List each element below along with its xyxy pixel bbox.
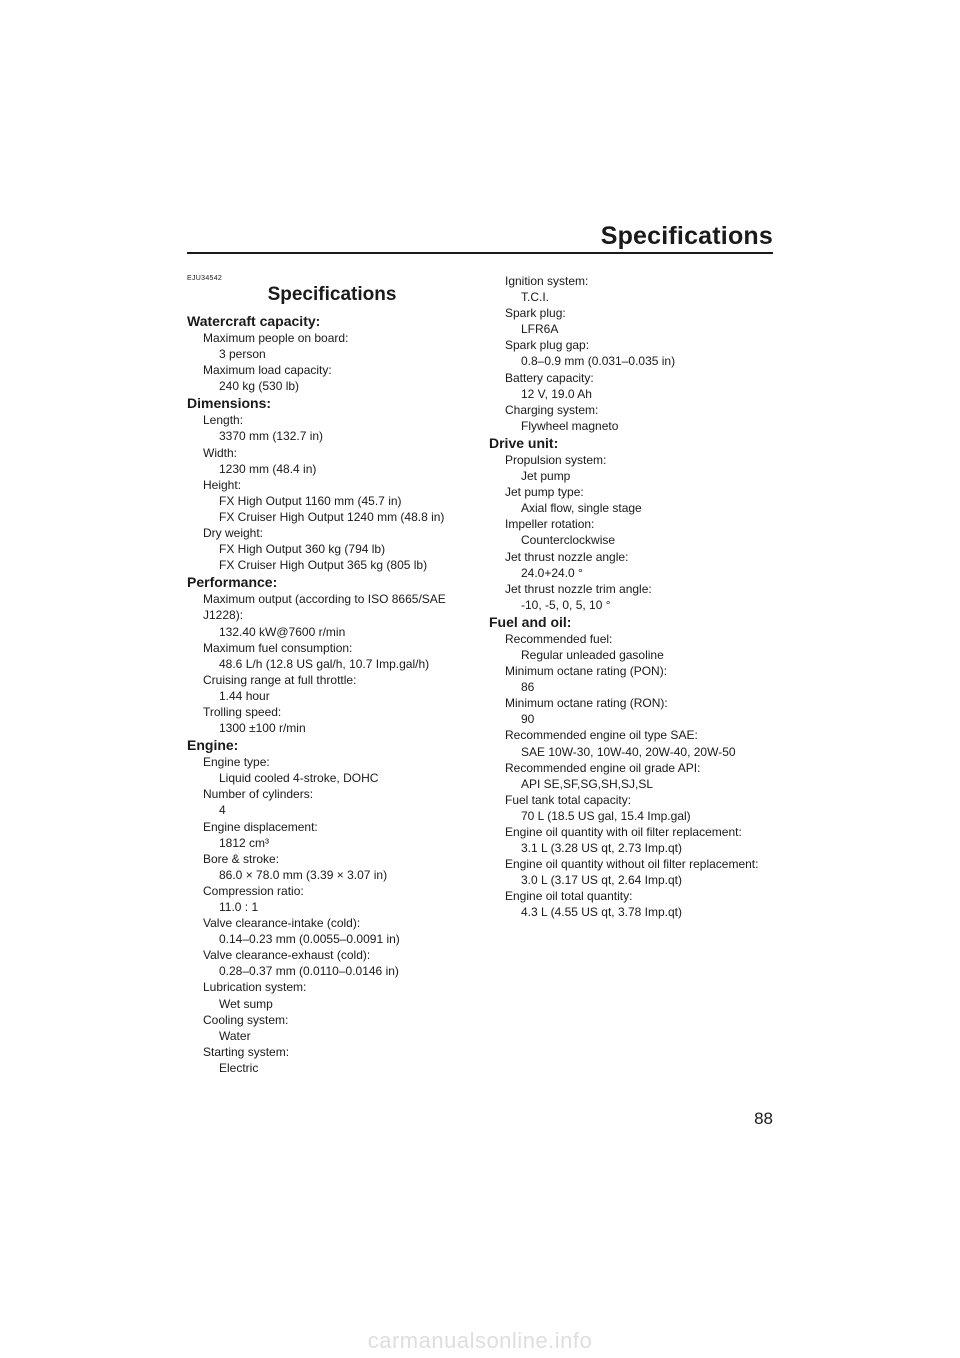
page-number: 88 [754,1109,773,1128]
left-column [187,274,477,1076]
spec-value: 86.0 × 78.0 mm (3.39 × 3.07 in) [219,867,388,882]
spec-label: Recommended fuel: [505,631,613,646]
group-heading: Dimensions: [187,395,272,412]
right-column [489,273,789,921]
spec-value: API SE,SF,SG,SH,SJ,SL [521,776,654,791]
spec-group [187,312,477,394]
spec-group [187,736,477,1076]
spec-label: Fuel tank total capacity: [505,792,632,807]
spec-label: Jet thrust nozzle angle: [505,549,629,564]
section-code: EJU34542 [187,275,223,282]
spec-label: Engine oil quantity with oil filter replacement: [505,825,742,839]
spec-value: 0.14–0.23 mm (0.0055–0.0091 in) [219,932,400,947]
header-rule [187,252,773,254]
spec-value: 1300 ±100 r/min [219,721,306,736]
spec-value: Counterclockwise [521,533,616,548]
spec-label: Engine oil quantity without oil filter replacement: [505,857,759,872]
watermark: carmanualsonline.info [367,1328,593,1353]
spec-label: Compression ratio: [203,883,304,898]
spec-value: LFR6A [521,322,559,337]
spec-value: 4.3 L (4.55 US qt, 3.78 Imp.qt) [521,905,682,920]
spec-value: Axial flow, single stage [521,501,642,516]
spec-value: 1230 mm (48.4 in) [219,461,317,476]
spec-group [489,613,789,921]
spec-value: 4 [219,803,226,818]
spec-value: 24.0+24.0 ° [521,565,583,580]
spec-value: Regular unleaded gasoline [521,647,664,662]
group-heading: Performance: [187,574,278,591]
spec-label: Maximum output (according to ISO 8665/SAE J1228): [203,592,446,623]
spec-label: Trolling speed: [203,704,282,719]
spec-value: 3 person [219,347,266,362]
spec-label: Cruising range at full throttle: [203,672,357,687]
spec-value: 132.40 kW@7600 r/min [219,624,346,639]
spec-label: Jet pump type: [505,485,584,500]
spec-label: Valve clearance-exhaust (cold): [203,948,371,963]
spec-label: Engine displacement: [203,819,318,834]
spec-label: Width: [203,445,238,460]
group-heading: Drive unit: [489,434,559,451]
spec-value: FX Cruiser High Output 365 kg (805 lb) [219,558,428,573]
spec-group [187,394,477,573]
spec-label: Dry weight: [203,526,264,541]
spec-value: -10, -5, 0, 5, 10 ° [521,597,611,612]
spec-label: Engine type: [203,755,270,770]
spec-value: 70 L (18.5 US gal, 15.4 Imp.gal) [521,808,691,823]
spec-value: T.C.I. [521,290,550,305]
spec-label: Minimum octane rating (PON): [505,664,668,679]
spec-label: Minimum octane rating (RON): [505,696,668,711]
spec-label: Valve clearance-intake (cold): [203,916,361,931]
spec-label: Impeller rotation: [505,517,595,532]
spec-label: Spark plug: [505,306,566,321]
spec-group [187,573,477,736]
spec-value: SAE 10W-30, 10W-40, 20W-40, 20W-50 [521,744,736,759]
spec-value: 90 [521,712,535,727]
spec-group [489,434,789,613]
spec-value: Flywheel magneto [521,418,619,433]
left-spec-groups [187,312,477,1076]
spec-label: Propulsion system: [505,452,607,467]
spec-label: Number of cylinders: [203,787,314,802]
spec-label: Recommended engine oil grade API: [505,760,701,775]
spec-label: Maximum load capacity: [203,363,332,378]
spec-value: FX Cruiser High Output 1240 mm (48.8 in) [219,509,445,524]
spec-label: Bore & stroke: [203,851,280,866]
spec-label: Spark plug gap: [505,338,590,353]
spec-label: Charging system: [505,402,599,417]
spec-label: Lubrication system: [203,980,307,995]
spec-label: Maximum fuel consumption: [203,640,353,655]
spec-value: FX High Output 1160 mm (45.7 in) [219,493,402,508]
spec-value: Water [219,1028,251,1043]
spec-label: Length: [203,413,244,428]
right-spec-groups [489,273,789,921]
spec-label: Maximum people on board: [203,331,349,345]
spec-value: Liquid cooled 4-stroke, DOHC [219,771,379,786]
spec-value: Wet sump [219,996,273,1011]
spec-value: 1.44 hour [219,688,270,703]
spec-value: Jet pump [521,469,571,484]
spec-label: Battery capacity: [505,370,594,385]
spec-value: 86 [521,680,535,695]
spec-group [489,273,789,434]
spec-label: Engine oil total quantity: [505,889,633,904]
spec-value: 240 kg (530 lb) [219,379,300,394]
group-heading: Fuel and oil: [489,613,572,630]
page-header-title: Specifications [600,222,773,250]
spec-label: Ignition system: [505,274,589,288]
spec-label: Jet thrust nozzle trim angle: [505,581,652,596]
spec-value: 0.8–0.9 mm (0.031–0.035 in) [521,354,676,369]
spec-value: 3.1 L (3.28 US qt, 2.73 Imp.qt) [521,841,682,856]
spec-label: Recommended engine oil type SAE: [505,728,698,743]
group-heading: Watercraft capacity: [187,313,321,329]
group-heading: Engine: [187,737,239,754]
spec-value: 3.0 L (3.17 US qt, 2.64 Imp.qt) [521,873,682,888]
spec-label: Cooling system: [203,1012,289,1027]
spec-value: 12 V, 19.0 Ah [521,386,592,401]
spec-value: 3370 mm (132.7 in) [219,429,324,444]
spec-value: 11.0 : 1 [219,900,259,914]
spec-value: 0.28–0.37 mm (0.0110–0.0146 in) [219,964,399,979]
spec-value: 1812 cm³ [219,835,270,850]
spec-value: 48.6 L/h (12.8 US gal/h, 10.7 Imp.gal/h) [219,656,430,671]
spec-label: Height: [203,477,242,492]
spec-value: Electric [219,1060,259,1075]
section-title: Specifications [267,284,397,305]
spec-value: FX High Output 360 kg (794 lb) [219,542,386,557]
spec-label: Starting system: [203,1044,290,1059]
